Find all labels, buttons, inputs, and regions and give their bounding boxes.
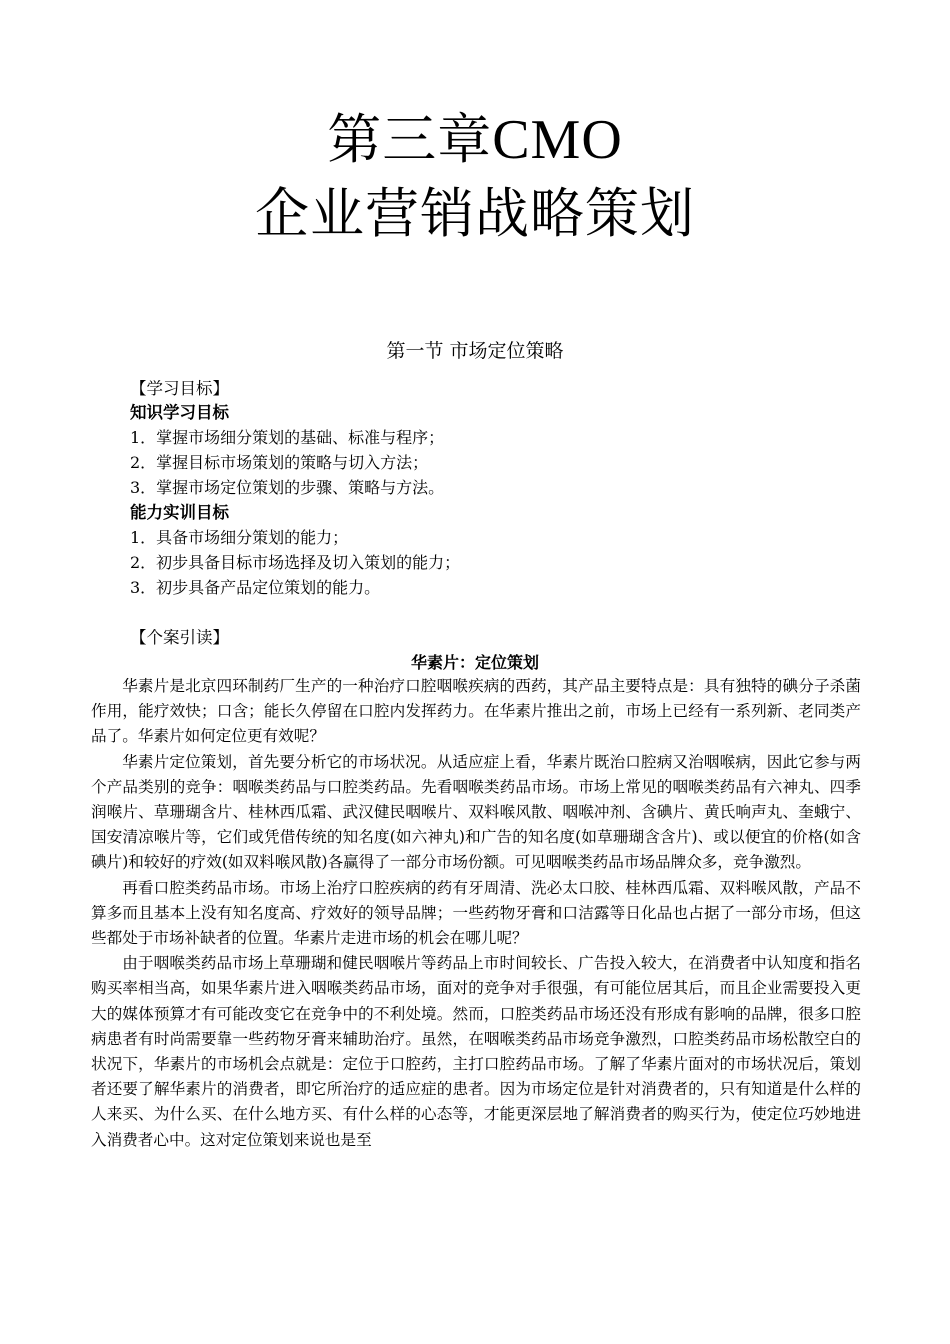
- section-title: 第一节 市场定位策略: [386, 340, 564, 362]
- ability-item: 3．初步具备产品定位策划的能力。: [130, 578, 381, 597]
- case-paragraph: 华素片定位策划，首先要分析它的市场状况。从适应症上看，华素片既治口腔病又治咽喉病，因此它参与两个产品类别的竞争：咽喉类药品与口腔类药品。先看咽喉类药品市场。市场上常见的咽喉类药品有六神丸、四季润喉片、草珊瑚含片、桂林西瓜霜、武汉健民咽喉片、双料喉风散、咽喉冲剂、含碘片、黄氏响声丸、奎蛾宁、国安清凉喉片等，它们或凭借传统的知名度(如六神丸)和广告的知名度(如草珊瑚含含片)、或以便宜的价格(如含碘片)和较好的疗效(如双料喉风散)各赢得了一部分市场份额。可见咽喉类药品市场品牌众多，竞争激烈。: [91, 752, 861, 872]
- chapter-number: 第三章: [327, 108, 493, 171]
- case-paragraph: 华素片是北京四环制药厂生产的一种治疗口腔咽喉疾病的西药，其产品主要特点是：具有独特的碘分子杀菌作用，能疗效快；口含；能长久停留在口腔内发挥药力。在华素片推出之前，市场上已经有一系列新、老同类产品了。华素片如何定位更有效呢？: [91, 677, 861, 746]
- case-heading: 【个案引读】: [130, 628, 229, 647]
- chapter-latin: CMO: [492, 109, 623, 171]
- chapter-title-line2: 企业营销战略策划: [255, 182, 695, 245]
- learning-goals-heading: 【学习目标】: [130, 379, 229, 398]
- case-body: [91, 674, 861, 1153]
- case-title: 华素片：定位策划: [410, 653, 539, 672]
- ability-goals-heading: 能力实训目标: [130, 503, 229, 522]
- case-paragraph: 由于咽喉类药品市场上草珊瑚和健民咽喉片等药品上市时间较长、广告投入较大，在消费者中认知度和指名购买率相当高，如果华素片进入咽喉类药品市场，面对的竞争对手很强，有可能位居其后，而且企业需要投入更大的媒体预算才有可能改变它在竞争中的不利处境。然而，口腔类药品市场还没有形成有影响的品牌，很多口腔病患者有时尚需要靠一些药物牙膏来辅助治疗。虽然，在咽喉类药品市场竞争激烈，口腔类药品市场松散空白的状况下，华素片的市场机会点就是：定位于口腔药，主打口腔药品市场。了解了华素片面对的市场状况后，策划者还要了解华素片的消费者，即它所治疗的适应症的患者。因为市场定位是针对消费者的，只有知道是什么样的人来买、为什么买、在什么地方买、有什么样的心态等，才能更深层地了解消费者的购买行为，使定位巧妙地进入消费者心中。这对定位策划来说也是至: [91, 954, 861, 1149]
- knowledge-item: 1．掌握市场细分策划的基础、标准与程序；: [130, 428, 445, 447]
- chapter-title-line1: [0, 106, 950, 174]
- case-paragraph: 再看口腔类药品市场。市场上治疗口腔疾病的药有牙周清、洗必太口胶、桂林西瓜霜、双料喉风散，产品不算多而且基本上没有知名度高、疗效好的领导品牌；一些药物牙膏和口洁露等日化品也占据了一部分市场，但这些都处于市场补缺者的位置。华素片走进市场的机会在哪儿呢？: [91, 878, 861, 948]
- ability-item: 1．具备市场细分策划的能力；: [130, 528, 349, 547]
- knowledge-item: 2．掌握目标市场策划的策略与切入方法；: [130, 453, 429, 472]
- knowledge-goals-heading: 知识学习目标: [130, 403, 229, 422]
- knowledge-item: 3．掌握市场定位策划的步骤、策略与方法。: [130, 478, 445, 497]
- ability-item: 2．初步具备目标市场选择及切入策划的能力；: [130, 553, 461, 572]
